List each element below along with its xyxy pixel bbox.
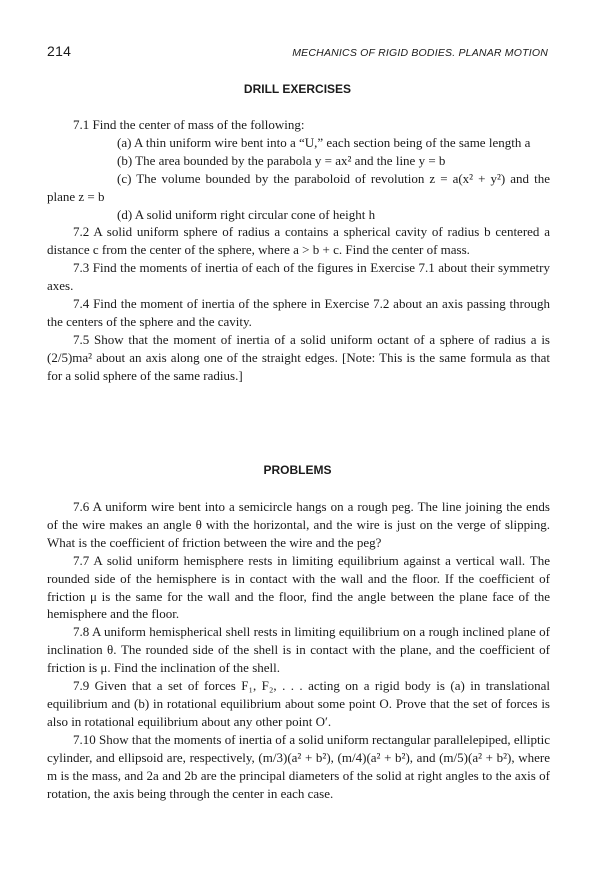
problem-7-9: 7.9 Given that a set of forces F₁, F₂, . . . acting on a rigid body is (a) in translational equilibrium and (b) in rotational equilibrium about some point O. Prove that the set of forces is also in rotational equilibrium about any other point O′. — [47, 678, 550, 729]
exercise-7-1: 7.1 Find the center of mass of the following: — [73, 117, 305, 132]
exercise-7-3: 7.3 Find the moments of inertia of each of the figures in Exercise 7.1 about their symmetry axes. — [47, 260, 550, 294]
exercise-7-5: 7.5 Show that the moment of inertia of a solid uniform octant of a sphere of radius a is (2/5)ma² about an axis along one of the straight edges. [Note: This is the same formula as that for a solid sphere of the same radius.] — [47, 331, 550, 383]
problems-heading: PROBLEMS — [263, 463, 332, 477]
exercise-7-1-b: (b) The area bounded by the parabola y = ax² and the line y = b — [117, 152, 446, 168]
problem-7-6: 7.6 A uniform wire bent into a semicircle hangs on a rough peg. The line joining the ends of the wire makes an angle θ with the horizontal, and the wire is just on the verge of slipping. What is the coefficient of friction between the wire and the peg? — [47, 499, 550, 550]
problem-7-8: 7.8 A uniform hemispherical shell rests in limiting equilibrium on a rough inclined plane of inclination θ. The rounded side of the shell is in contact with the plane, and the coefficient of friction is μ. Find the inclination of the shell. — [47, 624, 550, 676]
problems-body — [47, 498, 550, 802]
exercise-7-1-a: (a) A thin uniform wire bent into a “U,” each section being of the same length a — [117, 134, 531, 150]
running-head: MECHANICS OF RIGID BODIES. PLANAR MOTION — [292, 47, 548, 59]
exercise-7-1-d: (d) A solid uniform right circular cone of height h — [117, 206, 376, 222]
exercise-7-4: 7.4 Find the moment of inertia of the sphere in Exercise 7.2 about an axis passing through the centers of the sphere and the cavity. — [47, 296, 550, 329]
drill-exercises-heading: DRILL EXERCISES — [243, 82, 352, 96]
problem-7-10: 7.10 Show that the moments of inertia of a solid uniform rectangular parallelepiped, elliptic cylinder, and ellipsoid are, respectively, (m/3)(a² + b²), (m/4)(a² + b²), and (m/5)(a² + b²), where m is the mass, and 2a and 2b are the principal diameters of the solid at right angles to the axis of rotation, the axis being through the center in each case. — [47, 731, 550, 801]
page-number: 214 — [47, 43, 72, 59]
exercise-7-1-c: (c) The volume bounded by the paraboloid of revolution z = a(x² + y²) and the plane z = b — [47, 170, 550, 204]
problem-7-7: 7.7 A solid uniform hemisphere rests in limiting equilibrium against a vertical wall. The rounded side of the hemisphere is in contact with the wall and the floor. If the coefficient of friction μ is the same for the wall and the floor, find the angle between the plane face of the hemisphere and the floor. — [47, 552, 550, 622]
exercise-7-2: 7.2 A solid uniform sphere of radius a contains a spherical cavity of radius b centered a distance c from the center of the sphere, where a > b + c. Find the center of mass. — [47, 224, 550, 258]
drill-exercises-body — [47, 116, 550, 385]
